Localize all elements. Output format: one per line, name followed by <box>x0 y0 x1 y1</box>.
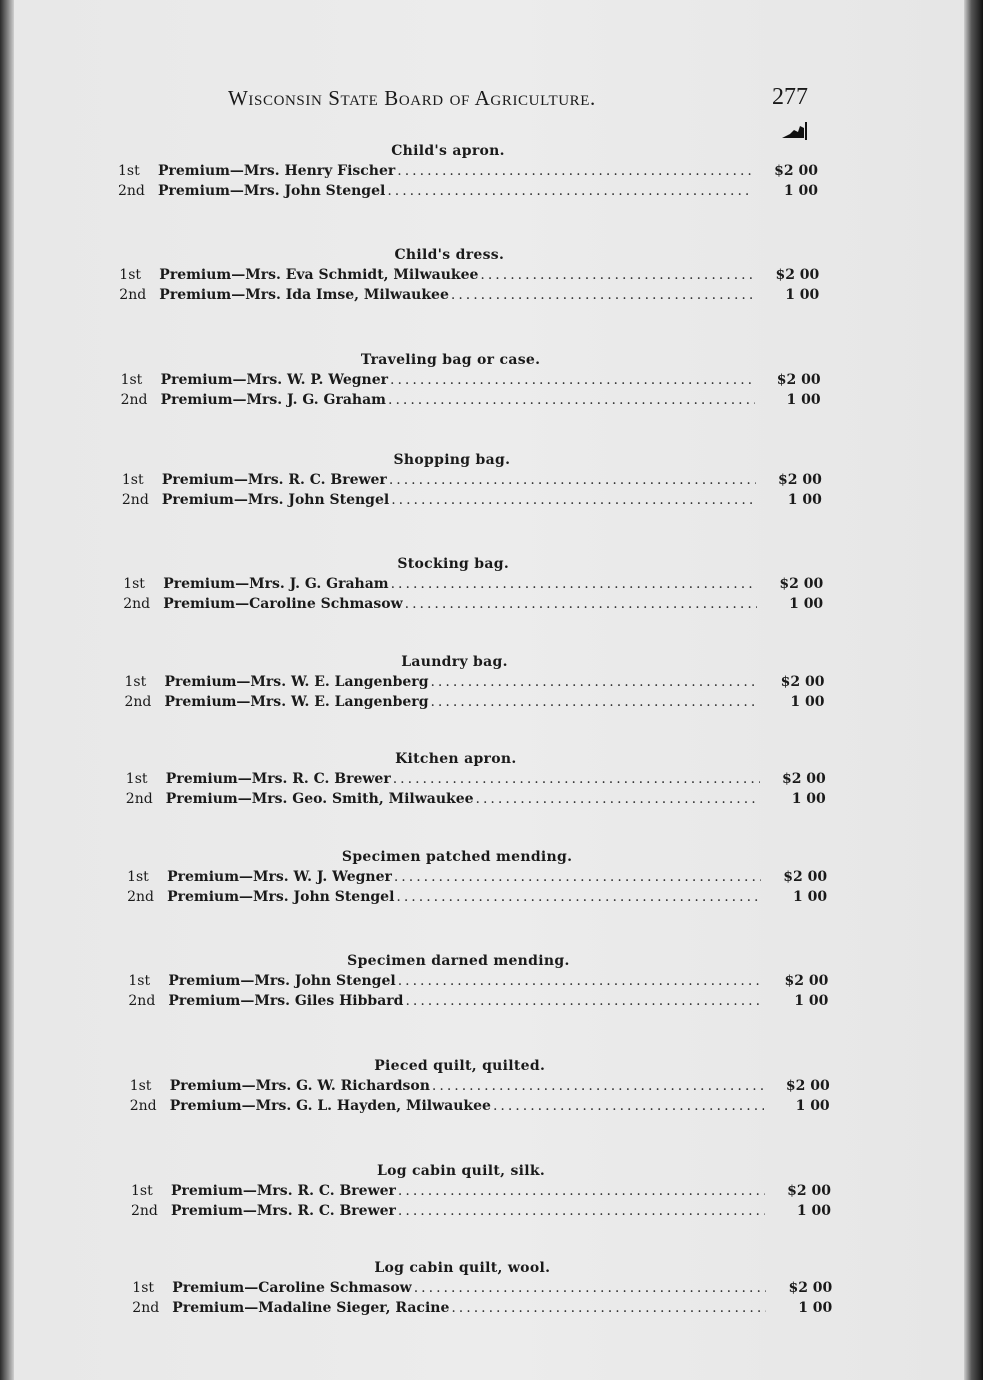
premium-entry <box>126 791 826 811</box>
dot-leader <box>430 674 758 690</box>
entry-amount: $2 00 <box>781 771 826 787</box>
dot-leader <box>397 163 752 179</box>
entry-label: Premium—Mrs. John Stengel <box>167 889 395 905</box>
entry-amount: 1 00 <box>792 889 828 905</box>
dot-leader <box>405 596 758 612</box>
dot-leader <box>451 1300 766 1316</box>
dot-leader <box>432 1078 764 1094</box>
dot-leader <box>387 183 752 199</box>
section-title: Specimen darned mending. <box>347 953 570 969</box>
entry-label: Premium—Caroline Schmasow <box>172 1280 412 1296</box>
entry-amount: $2 00 <box>783 869 828 885</box>
section-title: Kitchen apron. <box>395 751 517 767</box>
premium-section <box>132 1260 832 1320</box>
entry-amount: $2 00 <box>779 576 824 592</box>
premium-entry <box>123 596 823 616</box>
entry-place: 2nd <box>120 392 148 408</box>
entry-amount: 1 00 <box>785 287 820 303</box>
premium-section <box>125 654 825 714</box>
premium-section <box>130 1058 830 1118</box>
entry-amount: $2 00 <box>788 1280 833 1296</box>
entry-amount: $2 00 <box>787 1183 831 1199</box>
entry-amount: 1 00 <box>783 183 818 199</box>
section-title: Traveling bag or case. <box>360 352 541 368</box>
entry-label: Premium—Mrs. John Stengel <box>161 492 390 508</box>
entry-place: 2nd <box>127 889 154 905</box>
dot-leader <box>390 372 755 388</box>
entry-place: 1st <box>121 472 144 488</box>
premium-section <box>118 143 818 203</box>
premium-entry <box>128 993 828 1013</box>
entry-place: 1st <box>131 1183 153 1199</box>
premium-entry <box>119 267 819 287</box>
premium-section <box>119 247 819 307</box>
premium-entry <box>125 674 825 694</box>
dot-leader <box>393 771 760 787</box>
entry-amount: 1 00 <box>786 392 821 408</box>
page-number: 277 <box>772 84 808 110</box>
entry-label: Premium—Mrs. G. W. Richardson <box>169 1078 430 1094</box>
entry-amount: 1 00 <box>789 596 824 612</box>
section-title: Log cabin quilt, wool. <box>374 1260 551 1276</box>
premium-entry <box>128 973 828 993</box>
entry-amount: $2 00 <box>780 674 825 690</box>
entry-label: Premium—Mrs. W. E. Langenberg <box>164 694 429 710</box>
premium-section <box>122 452 822 512</box>
dot-leader <box>430 694 758 710</box>
entry-label: Premium—Mrs. John Stengel <box>168 973 396 989</box>
entry-place: 1st <box>120 372 143 388</box>
premium-entry <box>127 889 827 909</box>
premium-entry <box>123 576 823 596</box>
premium-entry <box>119 287 819 307</box>
entry-place: 1st <box>124 674 147 690</box>
dot-leader <box>391 492 756 508</box>
entry-label: Premium—Madaline Sieger, Racine <box>172 1300 450 1316</box>
entry-place: 2nd <box>132 1300 160 1316</box>
entry-label: Premium—Mrs. Eva Schmidt, Milwaukee <box>159 267 479 283</box>
entry-place: 2nd <box>125 791 153 807</box>
entry-label: Premium—Mrs. Henry Fischer <box>158 163 396 179</box>
entry-place: 2nd <box>118 183 145 199</box>
entry-amount: $2 00 <box>778 472 822 488</box>
premium-entry <box>130 1098 830 1118</box>
entry-amount: $2 00 <box>784 973 829 989</box>
entry-label: Premium—Mrs. R. C. Brewer <box>171 1183 396 1199</box>
premium-entry <box>130 1078 830 1098</box>
section-title: Specimen patched mending. <box>341 849 573 865</box>
dot-leader <box>493 1098 764 1114</box>
section-title: Shopping bag. <box>393 452 511 468</box>
premium-entry <box>125 694 825 714</box>
entry-amount: 1 00 <box>795 1098 830 1114</box>
entry-place: 2nd <box>128 993 156 1009</box>
page-header <box>228 86 808 116</box>
dot-leader <box>480 267 753 283</box>
entry-label: Premium—Mrs. W. E. Langenberg <box>164 674 429 690</box>
entry-label: Premium—Mrs. Ida Imse, Milwaukee <box>159 287 449 303</box>
dot-leader <box>414 1280 767 1296</box>
entry-place: 1st <box>118 163 140 179</box>
dot-leader <box>398 1183 765 1199</box>
entry-place: 1st <box>127 869 149 885</box>
entry-label: Premium—Mrs. G. L. Hayden, Milwaukee <box>169 1098 491 1114</box>
dot-leader <box>388 392 755 408</box>
premium-entry <box>122 472 822 492</box>
entry-label: Premium—Mrs. Giles Hibbard <box>168 993 404 1009</box>
premium-section <box>121 352 821 412</box>
premium-entry <box>122 492 822 512</box>
entry-label: Premium—Caroline Schmasow <box>163 596 403 612</box>
entry-place: 2nd <box>119 287 147 303</box>
premium-entry <box>118 163 818 183</box>
entry-place: 2nd <box>121 492 149 508</box>
entry-place: 1st <box>119 267 142 283</box>
section-title: Child's dress. <box>394 247 505 263</box>
entry-place: 1st <box>128 973 151 989</box>
running-title: Wisconsin State Board of Agriculture. <box>228 86 596 110</box>
section-title: Stocking bag. <box>397 556 510 572</box>
premium-entry <box>127 869 827 889</box>
premium-section <box>131 1163 831 1223</box>
dot-leader <box>398 1203 765 1219</box>
premium-entry <box>121 392 821 412</box>
entry-amount: 1 00 <box>794 993 829 1009</box>
premium-entry <box>132 1280 832 1300</box>
dot-leader <box>391 576 758 592</box>
entry-label: Premium—Mrs. R. C. Brewer <box>171 1203 396 1219</box>
dot-leader <box>394 869 761 885</box>
entry-label: Premium—Mrs. R. C. Brewer <box>165 771 391 787</box>
entry-place: 2nd <box>123 596 151 612</box>
premium-section <box>128 953 828 1013</box>
entry-amount: 1 00 <box>796 1203 831 1219</box>
entry-place: 1st <box>123 576 145 592</box>
entry-amount: $2 00 <box>774 163 818 179</box>
entry-amount: 1 00 <box>787 492 822 508</box>
entry-place: 1st <box>132 1280 155 1296</box>
dot-leader <box>451 287 753 303</box>
entry-amount: 1 00 <box>791 791 826 807</box>
section-title: Child's apron. <box>391 143 505 159</box>
entry-label: Premium—Mrs. J. G. Graham <box>163 576 389 592</box>
entry-amount: $2 00 <box>785 1078 830 1094</box>
premium-entry <box>121 372 821 392</box>
dot-leader <box>396 889 761 905</box>
entry-place: 1st <box>125 771 148 787</box>
section-title: Log cabin quilt, silk. <box>376 1163 546 1179</box>
section-title: Pieced quilt, quilted. <box>374 1058 546 1074</box>
premium-entry <box>131 1203 831 1223</box>
entry-amount: 1 00 <box>798 1300 833 1316</box>
premium-section <box>123 556 823 616</box>
entry-place: 2nd <box>124 694 152 710</box>
premium-section <box>126 751 826 811</box>
entry-label: Premium—Mrs. R. C. Brewer <box>161 472 387 488</box>
entry-amount: 1 00 <box>790 694 825 710</box>
premium-entry <box>131 1183 831 1203</box>
entry-amount: $2 00 <box>776 372 821 388</box>
entry-amount: $2 00 <box>775 267 820 283</box>
premium-entry <box>132 1300 832 1320</box>
dot-leader <box>476 791 760 807</box>
premium-entry <box>126 771 826 791</box>
entry-label: Premium—Mrs. W. P. Wegner <box>160 372 389 388</box>
entry-label: Premium—Mrs. Geo. Smith, Milwaukee <box>165 791 474 807</box>
dot-leader <box>398 973 763 989</box>
scan-right-edge <box>964 0 983 1380</box>
scan-left-edge <box>0 0 14 1380</box>
premium-section <box>127 849 827 909</box>
entry-place: 2nd <box>131 1203 158 1219</box>
premium-entry <box>118 183 818 203</box>
entry-label: Premium—Mrs. John Stengel <box>158 183 386 199</box>
ink-mark-icon <box>780 120 808 142</box>
dot-leader <box>389 472 756 488</box>
dot-leader <box>405 993 762 1009</box>
entry-label: Premium—Mrs. W. J. Wegner <box>167 869 392 885</box>
entry-place: 2nd <box>129 1098 157 1114</box>
entry-place: 1st <box>129 1078 152 1094</box>
section-title: Laundry bag. <box>401 654 508 670</box>
entry-label: Premium—Mrs. J. G. Graham <box>160 392 386 408</box>
